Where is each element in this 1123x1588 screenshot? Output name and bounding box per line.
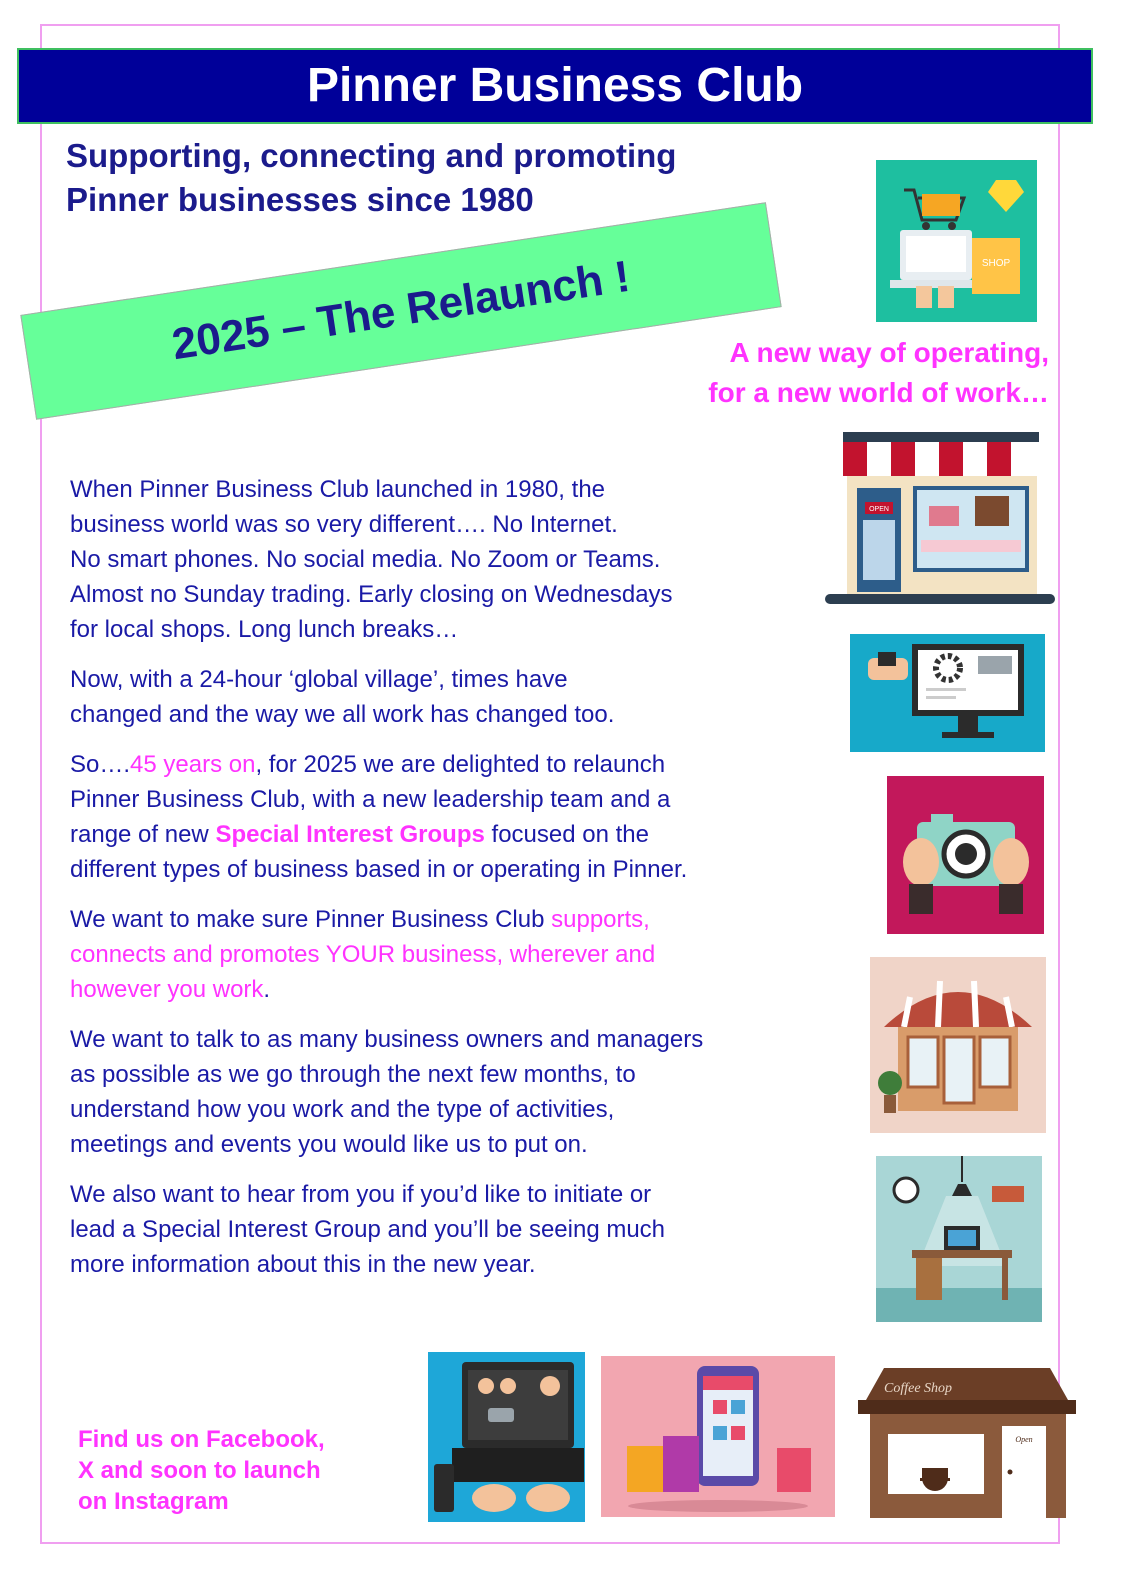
relaunch-text: 2025 – The Relaunch !: [168, 251, 634, 370]
paragraph-talk: [70, 1022, 830, 1162]
text-line: We want to talk to as many business owners and managers: [70, 1026, 704, 1053]
text-line: So….: [70, 751, 131, 778]
phone-store-icon: [601, 1356, 835, 1517]
text-line: We want to make sure Pinner Business Club: [70, 906, 552, 933]
text-line: We also want to hear from you if you’d like to initiate or: [70, 1181, 652, 1208]
text-line: Almost no Sunday trading. Early closing on Wednesdays: [70, 581, 673, 608]
coffee-shop-icon: [854, 1366, 1079, 1519]
text-line: range of new: [70, 821, 216, 848]
camera-icon: [887, 776, 1044, 934]
highlight-years: 45 years on: [130, 751, 256, 778]
highlight-special-interest-groups: Special Interest Groups: [215, 821, 485, 848]
coffee-shop-illustration: [854, 1366, 1079, 1519]
new-way-line-2: for a new world of work…: [708, 377, 1049, 408]
new-way-slogan: [708, 333, 1049, 413]
paragraph-sig: [70, 1177, 830, 1282]
highlight-supports: supports,: [551, 906, 650, 933]
monitor-gear-icon: [850, 634, 1045, 752]
text-line: understand how you work and the type of activities,: [70, 1096, 615, 1123]
text-line: as possible as we go through the next few months, to: [70, 1061, 636, 1088]
text-line: .: [263, 976, 271, 1003]
highlight-connects: connects and promotes YOUR business, wherever and: [70, 941, 656, 968]
body-text: [70, 472, 830, 1297]
text-line: focused on the: [484, 821, 649, 848]
new-way-line-1: A new way of operating,: [729, 337, 1049, 368]
text-line: meetings and events you would like us to put on.: [70, 1131, 588, 1158]
find-us-line-2: X and soon to launch: [78, 1457, 321, 1484]
text-line: different types of business based in or operating in Pinner.: [70, 856, 688, 883]
paragraph-history: [70, 472, 830, 647]
paragraph-global-village: [70, 662, 830, 732]
home-office-illustration: [876, 1156, 1042, 1322]
video-call-illustration: [428, 1352, 585, 1522]
tagline-line-1: Supporting, connecting and promoting: [66, 137, 677, 174]
cafe-front-icon: [870, 957, 1046, 1133]
paragraph-support: [70, 902, 830, 1007]
web-settings-illustration: [850, 634, 1045, 752]
highlight-however: however you work: [70, 976, 264, 1003]
desk-icon: [876, 1156, 1042, 1322]
shop-bag-label: SHOP: [981, 258, 1011, 269]
text-line: No smart phones. No social media. No Zoom or Teams.: [70, 546, 661, 573]
social-media-note: [78, 1424, 325, 1517]
storefront-icon: [825, 432, 1055, 608]
paragraph-relaunch: [70, 747, 830, 887]
text-line: , for 2025 we are delighted to relaunch: [255, 751, 666, 778]
text-line: more information about this in the new year.: [70, 1251, 536, 1278]
coffee-shop-sign: Coffee Shop: [884, 1381, 953, 1396]
find-us-line-3: on Instagram: [78, 1488, 229, 1515]
cafe-illustration: [870, 957, 1046, 1133]
cake-shop-illustration: [825, 432, 1055, 608]
text-line: Now, with a 24-hour ‘global village’, times have: [70, 666, 568, 693]
club-title-banner: [17, 48, 1093, 124]
shopping-cart-icon: [876, 160, 1037, 322]
online-shopping-illustration: [876, 160, 1037, 322]
laptop-video-call-icon: [428, 1352, 585, 1522]
coffee-door-sign: Open: [1015, 1435, 1033, 1444]
text-line: lead a Special Interest Group and you’ll be seeing much: [70, 1216, 666, 1243]
tagline: [66, 134, 766, 222]
open-sign: OPEN: [869, 506, 889, 513]
club-title: Pinner Business Club: [306, 59, 804, 112]
text-line: Pinner Business Club, with a new leadership team and a: [70, 786, 671, 813]
text-line: business world was so very different…. No Internet.: [70, 511, 618, 538]
mobile-shopping-illustration: [601, 1356, 835, 1517]
text-line: for local shops. Long lunch breaks…: [70, 616, 459, 643]
find-us-line-1: Find us on Facebook,: [78, 1426, 325, 1453]
text-line: When Pinner Business Club launched in 1980, the: [70, 476, 606, 503]
camera-illustration: [887, 776, 1044, 934]
text-line: changed and the way we all work has changed too.: [70, 701, 615, 728]
tagline-line-2: Pinner businesses since 1980: [66, 181, 534, 218]
